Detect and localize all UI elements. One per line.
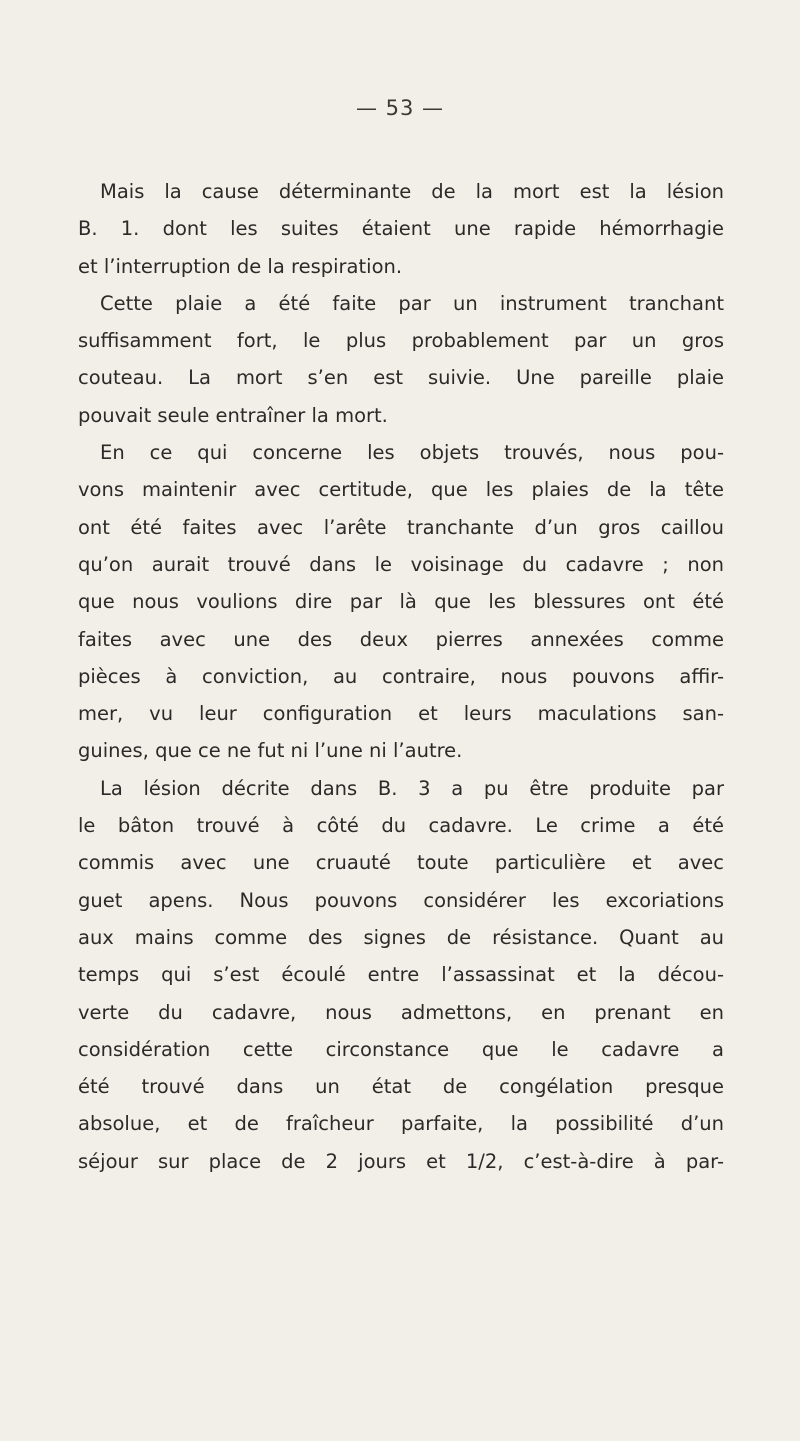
text-line: pouvait seule entraîner la mort. [78,403,388,427]
text-line: qu’on aurait trouvé dans le voisinage du cadavre ; non [78,552,724,576]
text-line: suffisamment fort, le plus probablement par un gros [78,329,724,353]
text-line: temps qui s’est écoulé entre l’assassinat et la décou- [78,963,724,987]
text-line: verte du cadavre, nous admettons, en prenant en [78,1000,724,1024]
text-line: guines, que ce ne fut ni l’une ni l’autre. [78,739,463,763]
text-line: faites avec une des deux pierres annexées comme [78,627,724,651]
paragraph-1 [78,173,724,285]
text-line: B. 1. dont les suites étaient une rapide hémorrhagie [78,217,724,241]
text-line: Mais la cause déterminante de la mort est la lésion [100,180,724,203]
text-line: La lésion décrite dans B. 3 a pu être produite par [100,776,724,800]
text-line: et l’interruption de la respiration. [78,254,403,278]
page-number: — 53 — [355,96,445,120]
text-line: considération cette circonstance que le cadavre a [78,1037,724,1061]
paragraph-3 [78,434,724,770]
paragraph-4 [78,770,724,1180]
text-line: que nous voulions dire par là que les blessures ont été [78,590,724,614]
text-line: absolue, et de fraîcheur parfaite, la possibilité d’un [78,1112,724,1136]
text-line: guet apens. Nous pouvons considérer les excoriations [78,888,724,912]
text-line: Cette plaie a été faite par un instrument tranchant [100,291,724,315]
text-line: le bâton trouvé à côté du cadavre. Le crime a été [78,814,724,838]
text-line: pièces à conviction, au contraire, nous pouvons affir- [78,664,724,688]
text-line: séjour sur place de 2 jours et 1/2, c’est-à-dire à par- [78,1149,724,1173]
text-line: aux mains comme des signes de résistance. Quant au [78,925,724,949]
text-line: été trouvé dans un état de congélation presque [78,1075,724,1099]
text-line: En ce qui concerne les objets trouvés, nous pou- [100,441,724,465]
text-line: couteau. La mort s’en est suivie. Une pareille plaie [78,366,724,390]
text-line: commis avec une cruauté toute particulière et avec [78,851,724,875]
text-line: ont été faites avec l’arête tranchante d’un gros caillou [78,515,724,539]
text-line: mer, vu leur configuration et leurs maculations san- [78,702,724,726]
paragraph-2 [78,285,724,434]
text-line: vons maintenir avec certitude, que les plaies de la tête [78,478,724,502]
body-text [78,173,724,1180]
